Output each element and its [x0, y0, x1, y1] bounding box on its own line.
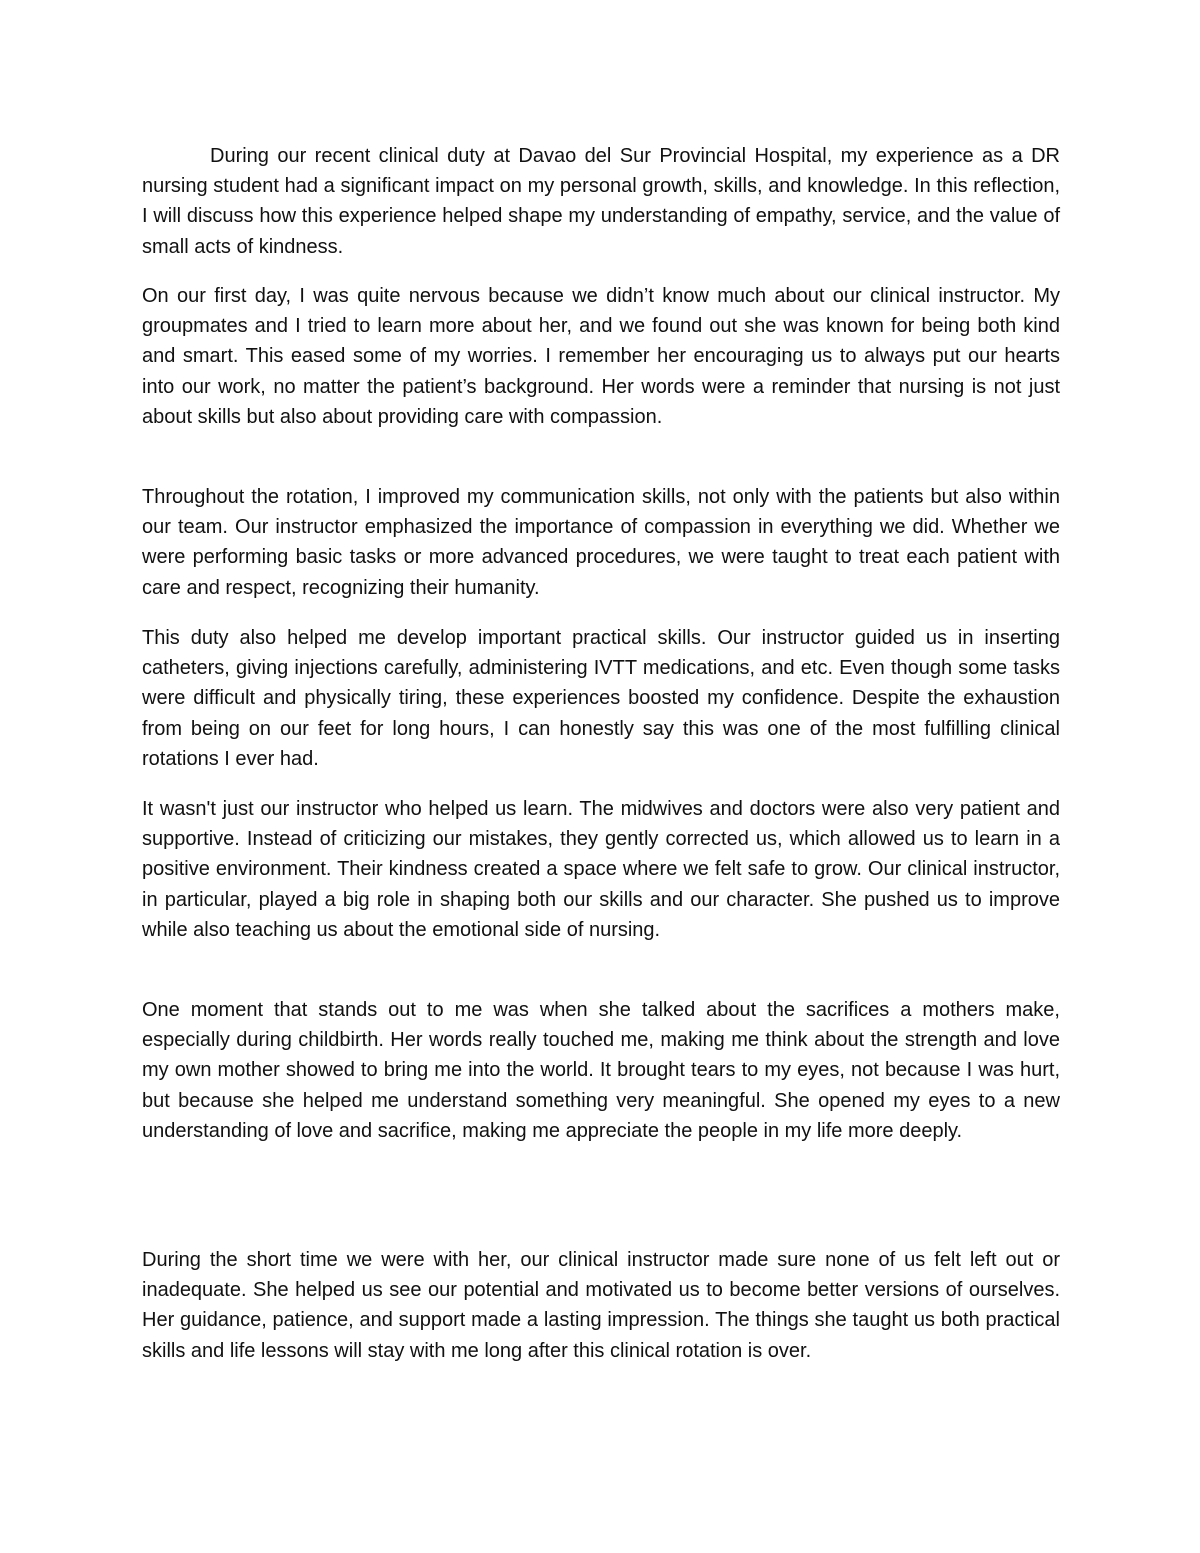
- paragraph-memorable-moment: [142, 995, 1060, 1146]
- paragraph-text: It wasn't just our instructor who helped us learn. The midwives and doctors were also very patient and supportive. Instead of criticizing our mistakes, they gently corrected us, which allowed us to learn in a positive environment. Their kindness created a space where we felt safe to grow. Our clinical instructor, in particular, played a big role in shaping both our skills and our character. She pushed us to improve while also teaching us about the emotional side of nursing.: [142, 798, 1060, 941]
- paragraph-communication: [142, 482, 1060, 603]
- paragraph-conclusion: [142, 1245, 1060, 1366]
- paragraph-text: During the short time we were with her, our clinical instructor made sure none of us felt left out or inadequate. She helped us see our potential and motivated us to become better versions of ourselves. Her guidance, patience, and support made a lasting impression. The things she taught us both practical skills and life lessons will stay with me long after this clinical rotation is over.: [142, 1249, 1060, 1362]
- paragraph-text: Throughout the rotation, I improved my communication skills, not only with the patients but also within our team. Our instructor emphasized the importance of compassion in everything we did. Whether we were performing basic tasks or more advanced procedures, we were taught to treat each patient with care and respect, recognizing their humanity.: [142, 486, 1060, 599]
- paragraph-text: On our first day, I was quite nervous because we didn’t know much about our clinical instructor. My groupmates and I tried to learn more about her, and we found out she was known for being both kind and smart. This eased some of my worries. I remember her encouraging us to always put our hearts into our work, no matter the patient’s background. Her words were a reminder that nursing is not just about skills but also about providing care with compassion.: [142, 285, 1060, 428]
- paragraph-introduction: [142, 141, 1060, 262]
- paragraph-support: [142, 794, 1060, 945]
- paragraph-practical-skills: [142, 623, 1060, 774]
- paragraph-first-day: [142, 281, 1060, 432]
- paragraph-text: One moment that stands out to me was when she talked about the sacrifices a mothers make, especially during childbirth. Her words really touched me, making me think about the strength and love my own mother showed to bring me into the world. It brought tears to my eyes, not because I was hurt, but because she helped me understand something very meaningful. She opened my eyes to a new understanding of love and sacrifice, making me appreciate the people in my life more deeply.: [142, 999, 1060, 1142]
- paragraph-text: During our recent clinical duty at Davao del Sur Provincial Hospital, my experience as a DR nursing student had a significant impact on my personal growth, skills, and knowledge. In this reflection, I will discuss how this experience helped shape my understanding of empathy, service, and the value of small acts of kindness.: [142, 145, 1060, 258]
- paragraph-text: This duty also helped me develop important practical skills. Our instructor guided us in inserting catheters, giving injections carefully, administering IVTT medications, and etc. Even though some tasks were difficult and physically tiring, these experiences boosted my confidence. Despite the exhaustion from being on our feet for long hours, I can honestly say this was one of the most fulfilling clinical rotations I ever had.: [142, 627, 1060, 770]
